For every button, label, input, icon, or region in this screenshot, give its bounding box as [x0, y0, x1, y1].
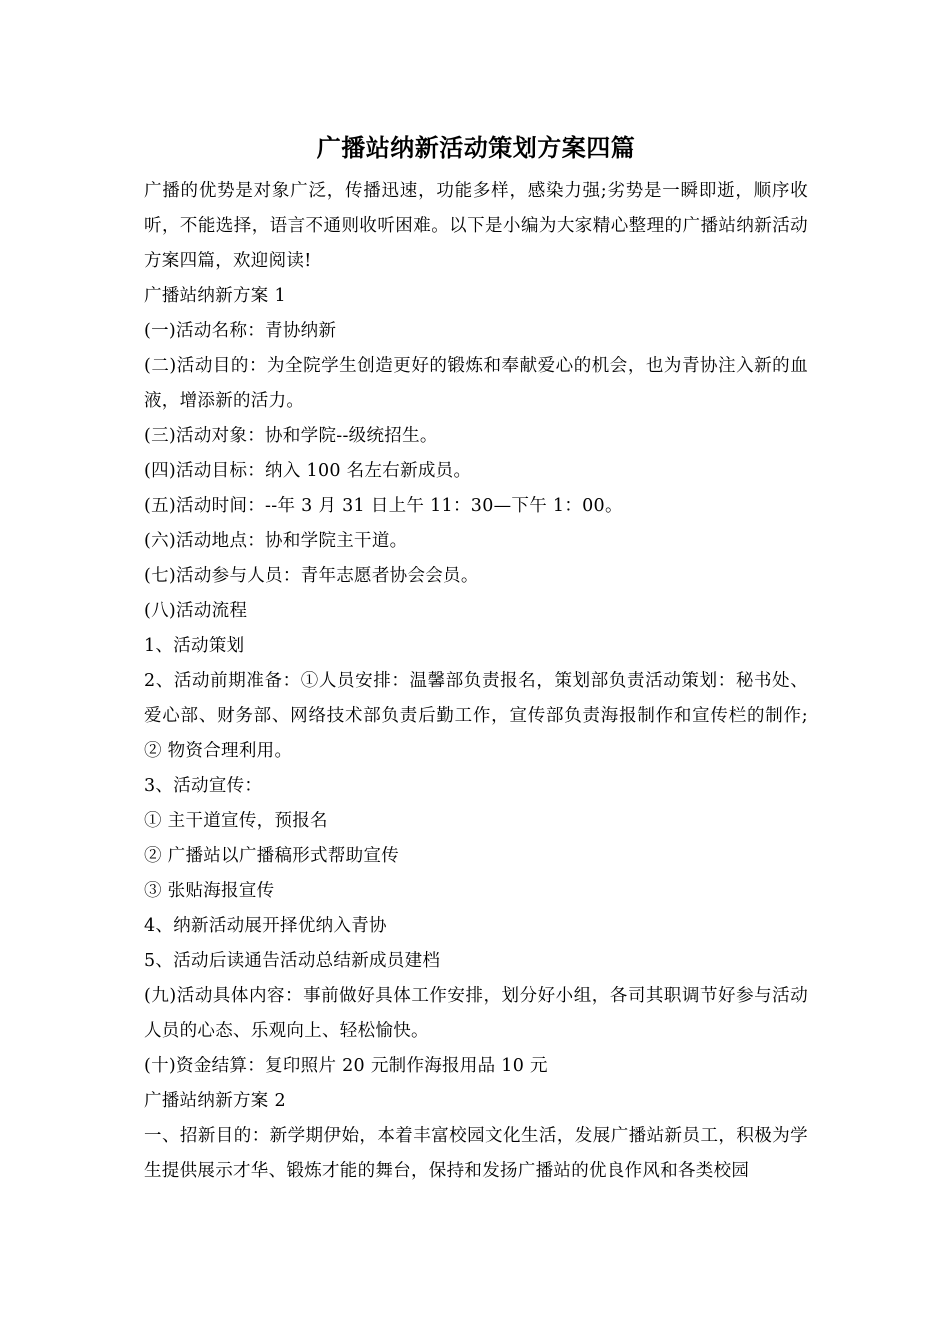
- document-body: [144, 174, 808, 1189]
- list-item: 5、活动后读通告活动总结新成员建档: [144, 951, 441, 971]
- section-heading-plan-1: 广播站纳新方案 1: [144, 286, 286, 306]
- paragraph-activity-goal: (四)活动目标：纳入 100 名左右新成员。: [144, 461, 472, 481]
- list-item: 2、活动前期准备：①人员安排：温馨部负责报名，策划部负责活动策划：秘书处、爱心部、财务部、网络技术部负责后勤工作，宣传部负责海报制作和宣传栏的制作;② 物资合理利用。: [144, 671, 808, 761]
- list-item: ③ 张贴海报宣传: [144, 881, 275, 901]
- document-page: [144, 128, 808, 1189]
- paragraph-funding: (十)资金结算：复印照片 20 元制作海报用品 10 元: [144, 1056, 548, 1076]
- paragraph-activity-location: (六)活动地点：协和学院主干道。: [144, 531, 408, 551]
- paragraph-activity-name: (一)活动名称：青协纳新: [144, 321, 337, 341]
- paragraph-activity-process: (八)活动流程: [144, 601, 248, 621]
- paragraph-activity-content: (九)活动具体内容：事前做好具体工作安排，划分好小组，各司其职调节好参与活动人员的心态、乐观向上、轻松愉快。: [144, 986, 808, 1041]
- section-heading-plan-2: 广播站纳新方案 2: [144, 1091, 286, 1111]
- list-item: ② 广播站以广播稿形式帮助宣传: [144, 846, 400, 866]
- paragraph-intro: 广播的优势是对象广泛，传播迅速，功能多样，感染力强;劣势是一瞬即逝，顺序收听，不能选择，语言不通则收听困难。以下是小编为大家精心整理的广播站纳新活动方案四篇，欢迎阅读!: [144, 181, 808, 271]
- paragraph-activity-time: (五)活动时间：--年 3 月 31 日上午 11：30—下午 1：00。: [144, 496, 623, 516]
- paragraph-recruit-purpose: 一、招新目的：新学期伊始，本着丰富校园文化生活，发展广播站新员工，积极为学生提供展示才华、锻炼才能的舞台，保持和发扬广播站的优良作风和各类校园: [144, 1126, 808, 1181]
- list-item: ① 主干道宣传，预报名: [144, 811, 328, 831]
- paragraph-activity-participants: (七)活动参与人员：青年志愿者协会会员。: [144, 566, 479, 586]
- list-item: 1、活动策划: [144, 636, 245, 656]
- list-item: 3、活动宣传：: [144, 776, 263, 796]
- document-title: 广播站纳新活动策划方案四篇: [316, 133, 636, 162]
- paragraph-activity-target: (三)活动对象：协和学院--级统招生。: [144, 426, 438, 446]
- paragraph-activity-purpose: (二)活动目的：为全院学生创造更好的锻炼和奉献爱心的机会，也为青协注入新的血液，增添新的活力。: [144, 356, 808, 411]
- list-item: 4、纳新活动展开择优纳入青协: [144, 916, 387, 936]
